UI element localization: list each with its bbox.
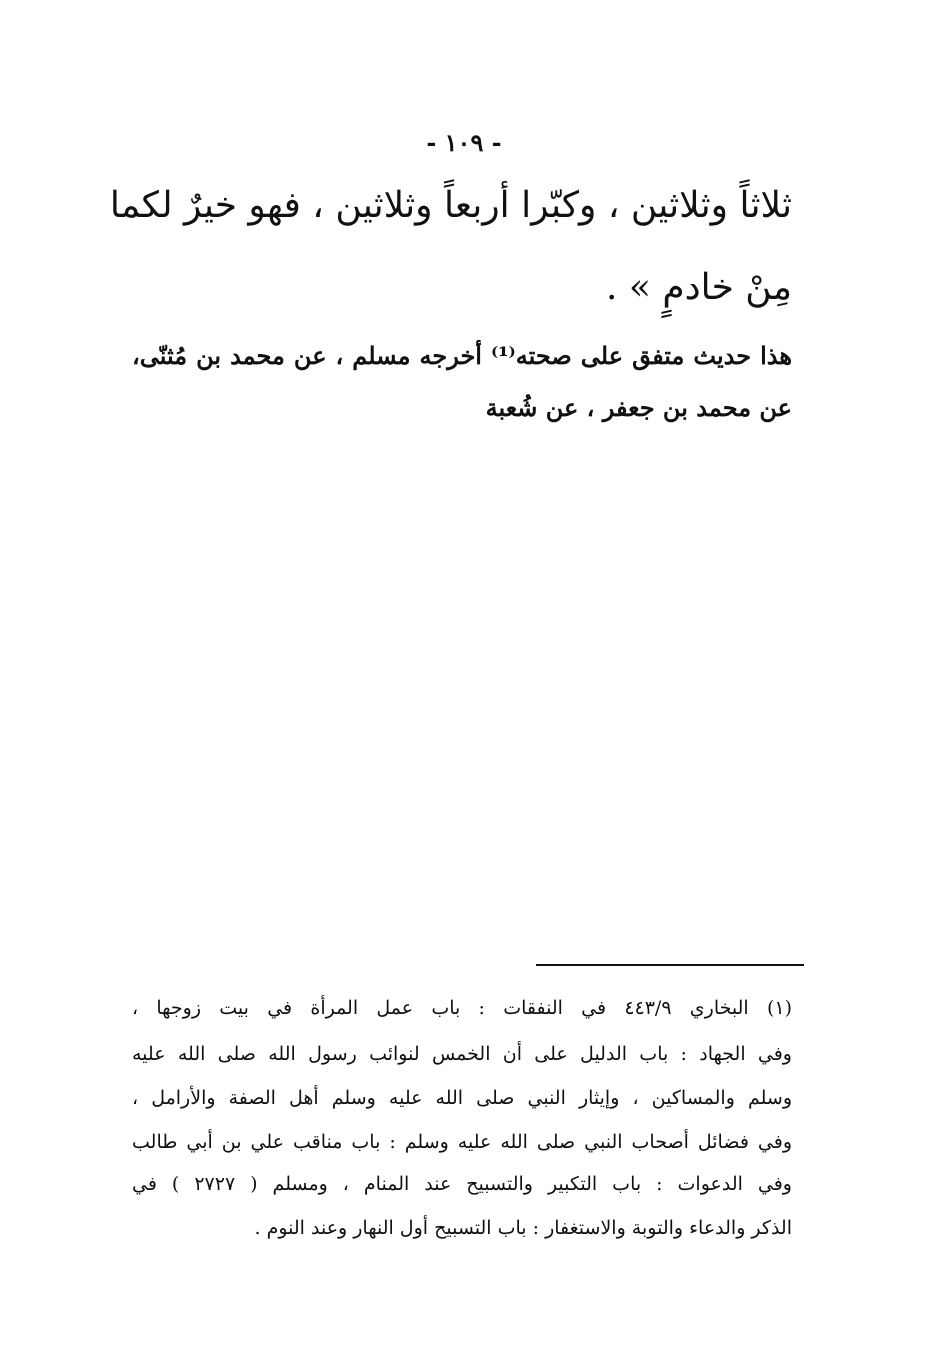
footnote-line-3: وسلم والمساكين ، وإيثار النبي صلى الله عليه وسلم أهل الصفة والأرامل ، [132, 1087, 792, 1109]
page-number: - ١٠٩ - [426, 128, 502, 157]
footnote-line-1: (١) البخاري ٤٤٣/٩ في النفقات : باب عمل المرأة في بيت زوجها ، [132, 997, 792, 1019]
body-text-line-2: عن محمد بن جعفر ، عن شُعبة [485, 393, 792, 422]
body-text-line-1: هذا حديث متفق على صحته⁽¹⁾ أخرجه مسلم ، عن محمد بن مُثنّى، [132, 341, 792, 370]
footnote-line-2: وفي الجهاد : باب الدليل على أن الخمس لنوائب رسول الله صلى الله عليه [132, 1043, 792, 1065]
footnote-line-4: وفي فضائل أصحاب النبي صلى الله عليه وسلم : باب مناقب علي بن أبي طالب [132, 1131, 792, 1153]
main-text-line-1: ثلاثاً وثلاثين ، وكبّرا أربعاً وثلاثين ، فهو خيرٌ لكما [109, 185, 792, 226]
footnote-divider [536, 964, 804, 966]
footnote-line-6: الذكر والدعاء والتوبة والاستغفار : باب التسبيح أول النهار وعند النوم . [254, 1217, 792, 1239]
main-text-line-2: مِنْ خادمٍ » . [605, 267, 792, 308]
footnote-line-5: وفي الدعوات : باب التكبير والتسبيح عند المنام ، ومسلم ( ٢٧٢٧ ) في [132, 1173, 792, 1195]
